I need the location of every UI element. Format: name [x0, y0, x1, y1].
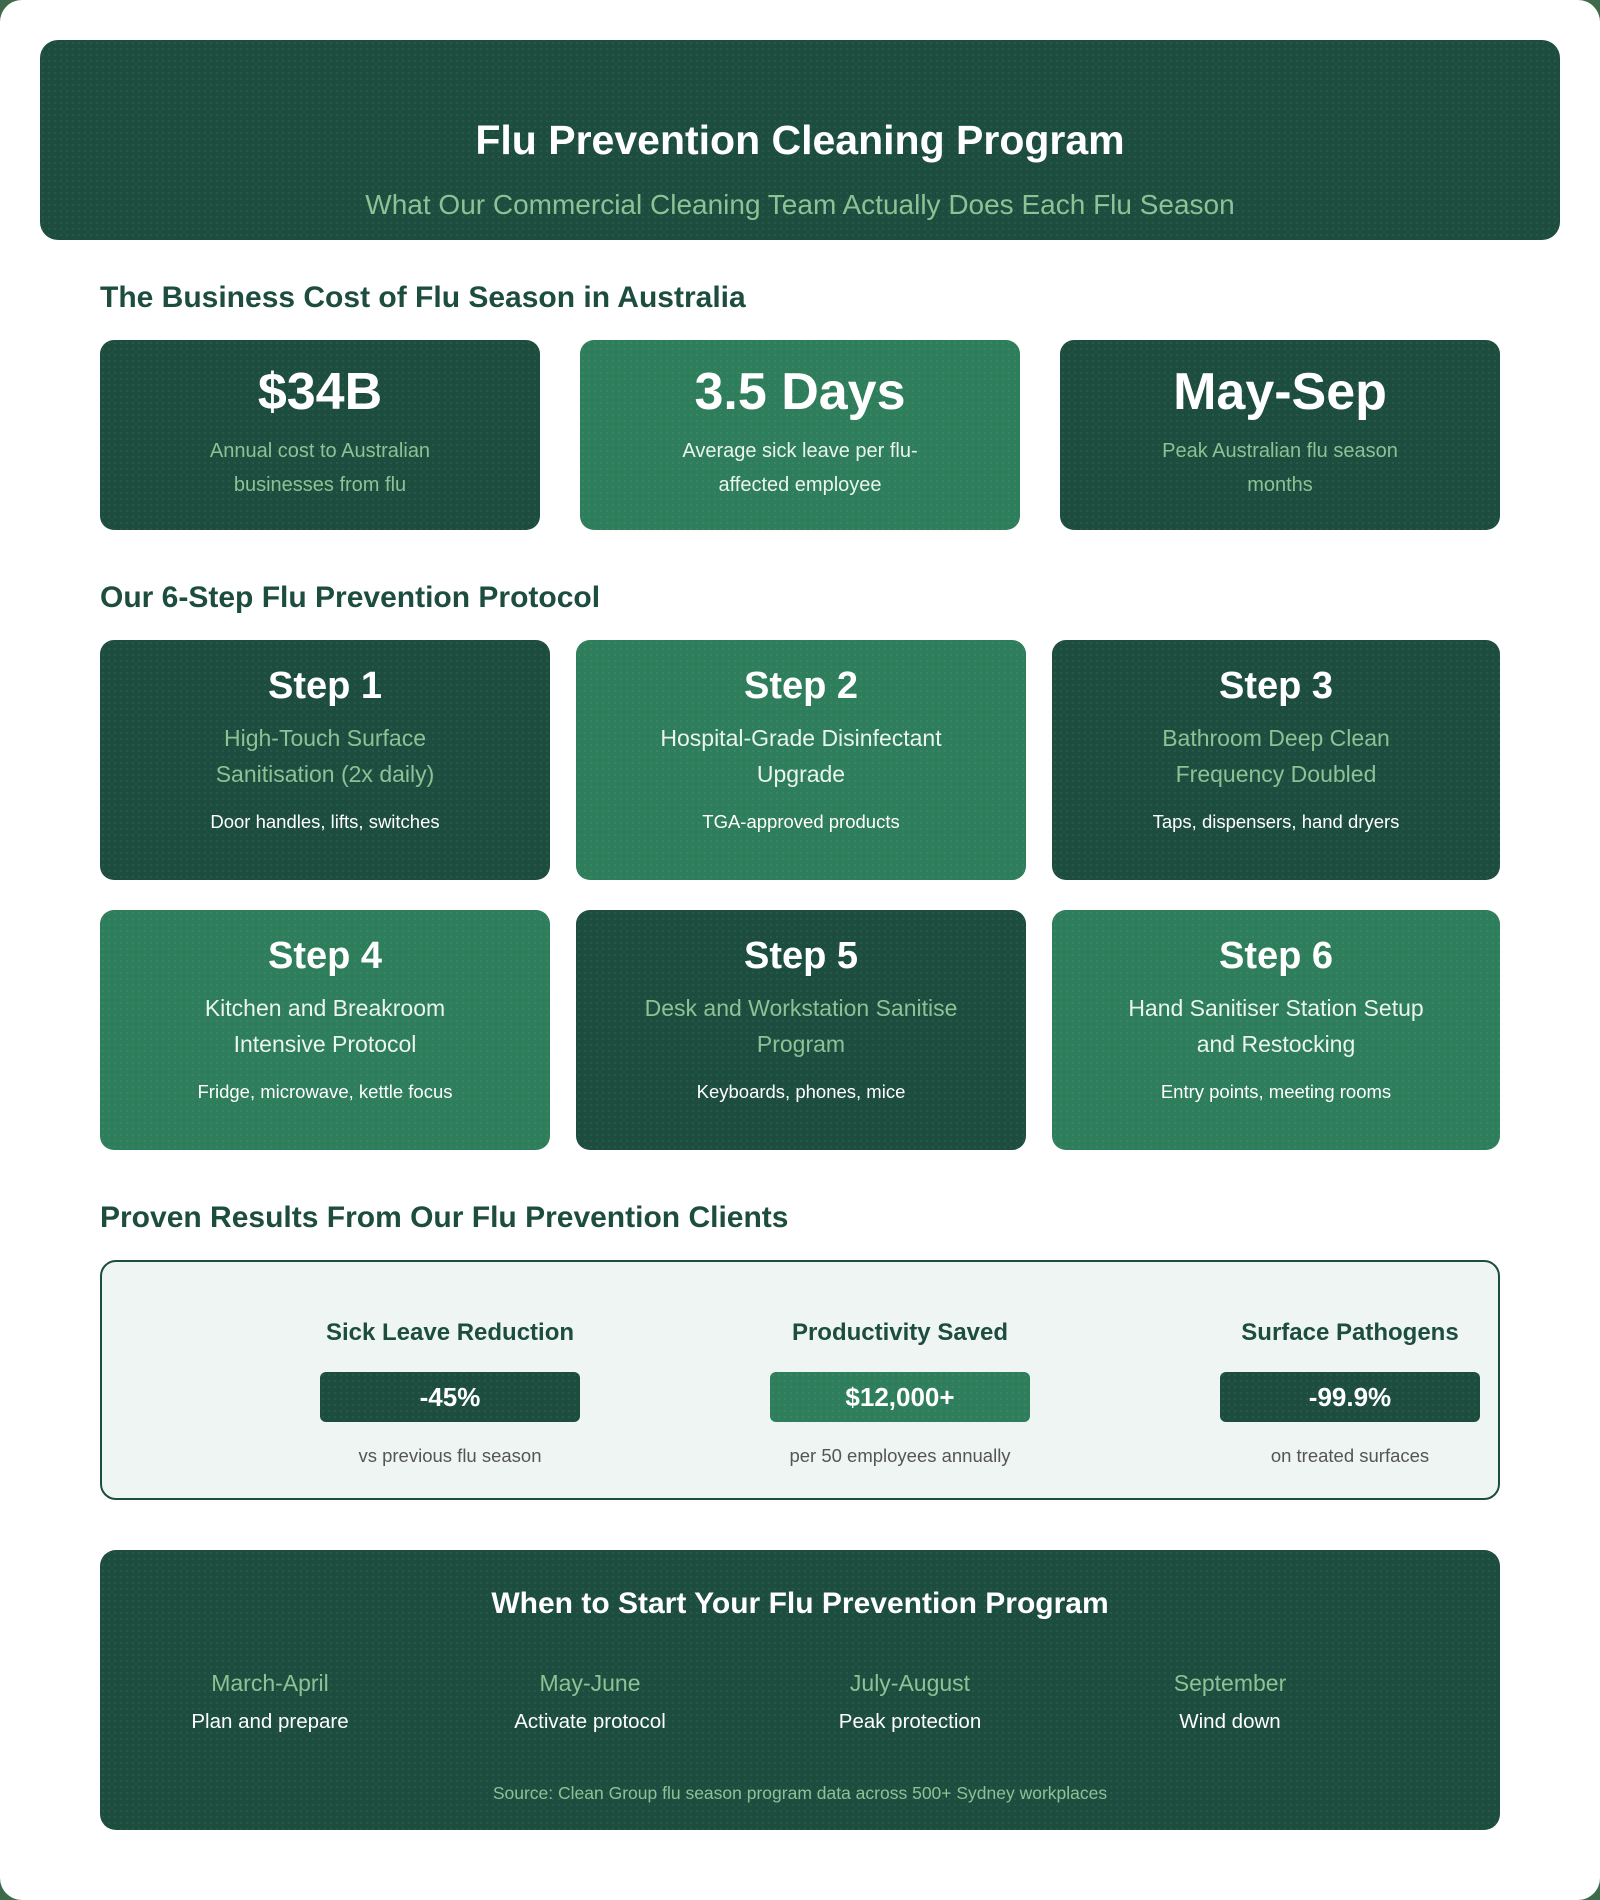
step-subtitle: Desk and Workstation Sanitise Program [644, 995, 958, 1057]
step-subtitle: Kitchen and Breakroom Intensive Protocol [204, 995, 446, 1057]
step-title: Step 1 [267, 665, 383, 707]
phase-period: July-August [849, 1670, 971, 1696]
step-card-2 [576, 640, 1026, 880]
page-subtitle: What Our Commercial Cleaning Team Actually Does Each Flu Season [365, 189, 1235, 220]
step-title: Step 3 [1218, 665, 1334, 707]
step-card-6 [1052, 910, 1500, 1150]
step-detail: Door handles, lifts, switches [210, 811, 440, 832]
stat-value: May-Sep [1173, 363, 1387, 421]
result-badge: -45% [320, 1372, 580, 1422]
phase-march-april [110, 1668, 430, 1736]
results-panel [100, 1260, 1500, 1500]
result-badge: -99.9% [1220, 1372, 1480, 1422]
result-pathogens [1150, 1318, 1550, 1468]
phase-action: Plan and prepare [191, 1710, 349, 1733]
stat-desc: Peak Australian flu season months [1162, 440, 1398, 496]
stat-value: $34B [257, 363, 383, 421]
result-label: Productivity Saved [791, 1319, 1009, 1346]
step-card-5 [576, 910, 1026, 1150]
step-card-3 [1052, 640, 1500, 880]
step-detail: Entry points, meeting rooms [1160, 1081, 1392, 1102]
step-detail: Taps, dispensers, hand dryers [1152, 811, 1400, 832]
step-title: Step 2 [743, 665, 859, 707]
result-label: Surface Pathogens [1241, 1319, 1459, 1346]
step-card-4 [100, 910, 550, 1150]
result-note: vs previous flu season [358, 1445, 542, 1466]
step-card-1 [100, 640, 550, 880]
stat-card-peak-season [1060, 340, 1500, 530]
result-label: Sick Leave Reduction [325, 1319, 575, 1346]
header-banner [40, 40, 1560, 240]
phase-action: Activate protocol [514, 1710, 666, 1733]
phase-action: Wind down [1179, 1710, 1281, 1733]
phase-july-august [750, 1668, 1070, 1736]
phase-may-june [430, 1668, 750, 1736]
timeline-title: When to Start Your Flu Prevention Program [491, 1587, 1109, 1620]
phase-period: May-June [539, 1670, 641, 1696]
phase-period: March-April [211, 1670, 329, 1696]
phase-period: September [1173, 1670, 1287, 1696]
stat-desc: Average sick leave per flu-affected employee [682, 440, 918, 496]
timeline-panel [100, 1550, 1500, 1830]
step-title: Step 5 [743, 935, 859, 977]
step-title: Step 6 [1218, 935, 1334, 977]
step-title: Step 4 [267, 935, 383, 977]
step-subtitle: Hand Sanitiser Station Setup and Restocking [1128, 995, 1424, 1057]
stat-card-annual-cost [100, 340, 540, 530]
result-badge: $12,000+ [770, 1372, 1030, 1422]
step-subtitle: High-Touch Surface Sanitisation (2x daily) [215, 725, 435, 787]
step-detail: Fridge, microwave, kettle focus [197, 1081, 453, 1102]
step-subtitle: Hospital-Grade Disinfectant Upgrade [660, 725, 942, 787]
stat-card-sick-leave [580, 340, 1020, 530]
page-title: Flu Prevention Cleaning Program [475, 117, 1125, 163]
protocol-section-title: Our 6-Step Flu Prevention Protocol [100, 581, 601, 614]
result-productivity [700, 1318, 1100, 1468]
source-note: Source: Clean Group flu season program data across 500+ Sydney workplaces [492, 1783, 1108, 1803]
cost-section-title: The Business Cost of Flu Season in Australia [100, 281, 746, 314]
phase-september [1070, 1668, 1390, 1736]
step-detail: Keyboards, phones, mice [696, 1081, 906, 1102]
results-section-title: Proven Results From Our Flu Prevention Clients [100, 1201, 789, 1234]
stat-desc: Annual cost to Australian businesses from flu [209, 440, 431, 496]
result-note: per 50 employees annually [789, 1445, 1011, 1466]
step-detail: TGA-approved products [702, 811, 900, 832]
stat-value: 3.5 Days [694, 363, 906, 421]
result-note: on treated surfaces [1270, 1445, 1430, 1466]
step-subtitle: Bathroom Deep Clean Frequency Doubled [1162, 725, 1390, 787]
phase-action: Peak protection [838, 1710, 982, 1733]
result-sick-leave [250, 1318, 650, 1468]
